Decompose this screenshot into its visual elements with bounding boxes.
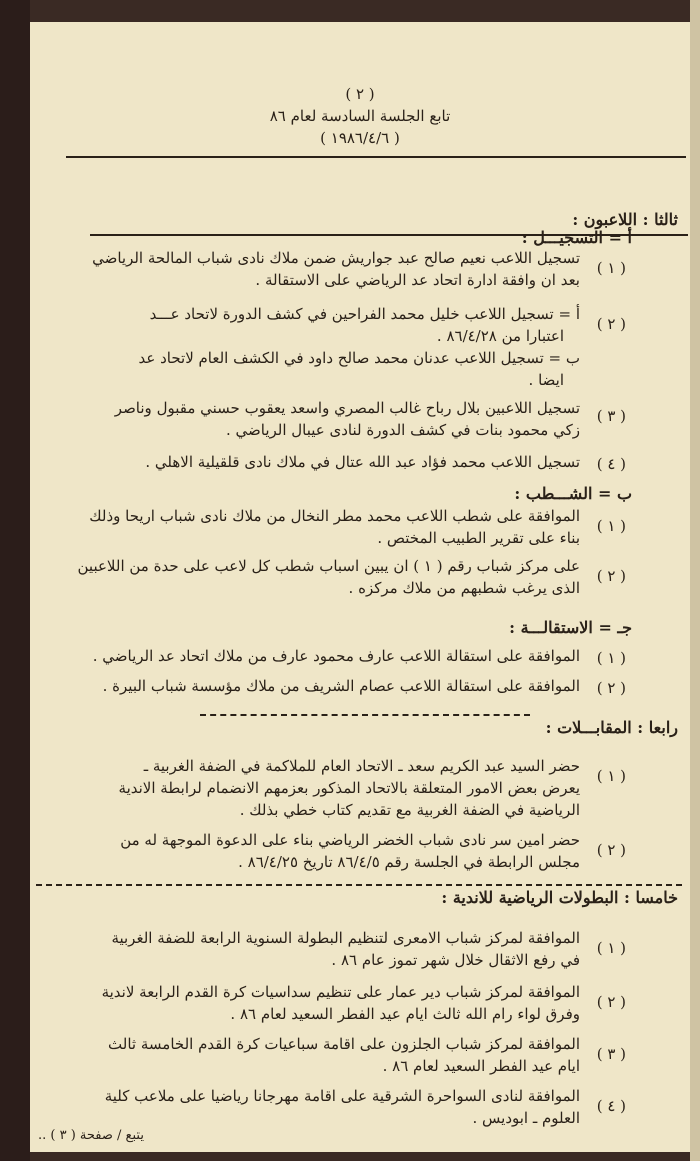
item-number: ( ٤ ) (596, 455, 626, 473)
item-text: الموافقة لمركز شباب دير عمار على تنظيم سداسيات كرة القدم الرابعة لاندية (101, 983, 580, 1001)
item-text: ايضا . (528, 371, 564, 389)
subsection-resignation: جـ = الاستقالـــة : (509, 618, 632, 637)
item-text: تسجيل اللاعب محمد فؤاد عبد الله عتال في ملاك نادى قلقيلية الاهلي . (145, 453, 580, 471)
item-number: ( ١ ) (596, 767, 626, 785)
subsection-registration: أ = التسجيـــل : (521, 228, 632, 247)
continued-marker: يتبع / صفحة ( ٣ ) .. (38, 1128, 144, 1143)
item-text: زكي محمود بنات في كشف الدورة لنادى عيبال الرياضي . (225, 421, 580, 439)
subsection-deletion: ب = الشـــطب : (514, 484, 632, 503)
item-number: ( ١ ) (596, 517, 626, 535)
item-number: ( ٢ ) (596, 315, 626, 333)
item-text: الموافقة لنادى السواحرة الشرقية على اقامة مهرجانا رياضيا على ملاعب كلية (104, 1087, 580, 1105)
item-text: تسجيل اللاعب نعيم صالح عبد جواريش ضمن ملاك نادى شباب المالحة الرياضي (92, 249, 580, 267)
section-4-title: رابعا : المقابـــلات : (545, 718, 678, 737)
item-text: الموافقة على استقالة اللاعب عصام الشريف من ملاك مؤسسة شباب البيرة . (102, 677, 580, 695)
item-number: ( ٢ ) (596, 841, 626, 859)
item-text: الموافقة على استقالة اللاعب عارف محمود عارف من ملاك اتحاد عد الرياضي . (92, 647, 580, 665)
section-5-divider (36, 884, 682, 886)
document-page (30, 22, 690, 1152)
item-text: تسجيل اللاعبين بلال رباح غالب المصري واسعد يعقوب حسني مقبول وناصر (114, 399, 580, 417)
item-text: حضر امين سر نادى شباب الخضر الرياضي بناء على الدعوة الموجهة له من (120, 831, 580, 849)
item-number: ( ١ ) (596, 259, 626, 277)
session-title: تابع الجلسة السادسة لعام ٨٦ (269, 107, 451, 125)
item-text: بعد ان وافقة ادارة اتحاد عد الرياضي على الاستقالة . (255, 271, 580, 289)
item-text: الموافقة لمركز شباب الامعرى لتنظيم البطولة السنوية الرابعة للضفة الغربية (111, 929, 580, 947)
item-number: ( ٢ ) (596, 993, 626, 1011)
item-text: ايام عيد الفطر السعيد لعام ٨٦ . (382, 1057, 580, 1075)
item-text: بناء على تقرير الطبيب المختص . (377, 529, 580, 547)
item-number: ( ٣ ) (596, 1045, 626, 1063)
binding-spine (0, 0, 30, 1161)
item-text: في رفع الاثقال خلال شهر تموز عام ٨٦ . (331, 951, 580, 969)
item-text: يعرض بعض الامور المتعلقة بالاتحاد المذكور بعزمهم الانضمام لرابطة الاندية (118, 779, 580, 797)
item-text: ب = تسجيل اللاعب عدنان محمد صالح داود في الكشف العام لاتحاد عد (138, 349, 580, 367)
item-text: أ = تسجيل اللاعب خليل محمد الفراحين في كشف الدورة لاتحاد عـــد (149, 305, 580, 323)
item-text: اعتبارا من ٨٦/٤/٢٨ . (436, 327, 564, 345)
page-number: ( ٢ ) (345, 85, 375, 103)
header-divider (66, 156, 686, 158)
section-5-title: خامسا : البطولات الرياضية للاندية : (441, 888, 678, 907)
item-number: ( ١ ) (596, 939, 626, 957)
session-date: ( ١٩٨٦/٤/٦ ) (320, 129, 400, 147)
page-edge (690, 0, 700, 1161)
item-number: ( ٣ ) (596, 407, 626, 425)
section-4-divider (200, 714, 530, 716)
item-text: الموافقة على شطب اللاعب محمد مطر النخال من ملاك نادى شباب اريحا وذلك (89, 507, 580, 525)
item-number: ( ٤ ) (596, 1097, 626, 1115)
section-3-title: ثالثا : اللاعبون : (572, 210, 678, 229)
item-number: ( ١ ) (596, 649, 626, 667)
item-text: على مركز شباب رقم ( ١ ) ان يبين اسباب شطب كل لاعب على حدة من اللاعبين (77, 557, 580, 575)
item-number: ( ٢ ) (596, 567, 626, 585)
item-text: الرياضية في الضفة الغربية مع تقديم كتاب خطي بذلك . (239, 801, 580, 819)
item-number: ( ٢ ) (596, 679, 626, 697)
item-text: الموافقة لمركز شباب الجلزون على اقامة سباعيات كرة القدم الخامسة ثالث (108, 1035, 580, 1053)
item-text: العلوم ـ ابوديس . (472, 1109, 580, 1127)
item-text: مجلس الرابطة في الجلسة رقم ٨٦/٤/٥ تاريخ ٨٦/٤/٢٥ . (238, 853, 580, 871)
item-text: الذى يرغب شطبهم من ملاك مركزه . (348, 579, 580, 597)
item-text: حضر السيد عبد الكريم سعد ـ الاتحاد العام للملاكمة في الضفة الغربية ـ (143, 757, 580, 775)
item-text: وفرق لواء رام الله ثالث ايام عيد الفطر السعيد لعام ٨٦ . (230, 1005, 580, 1023)
